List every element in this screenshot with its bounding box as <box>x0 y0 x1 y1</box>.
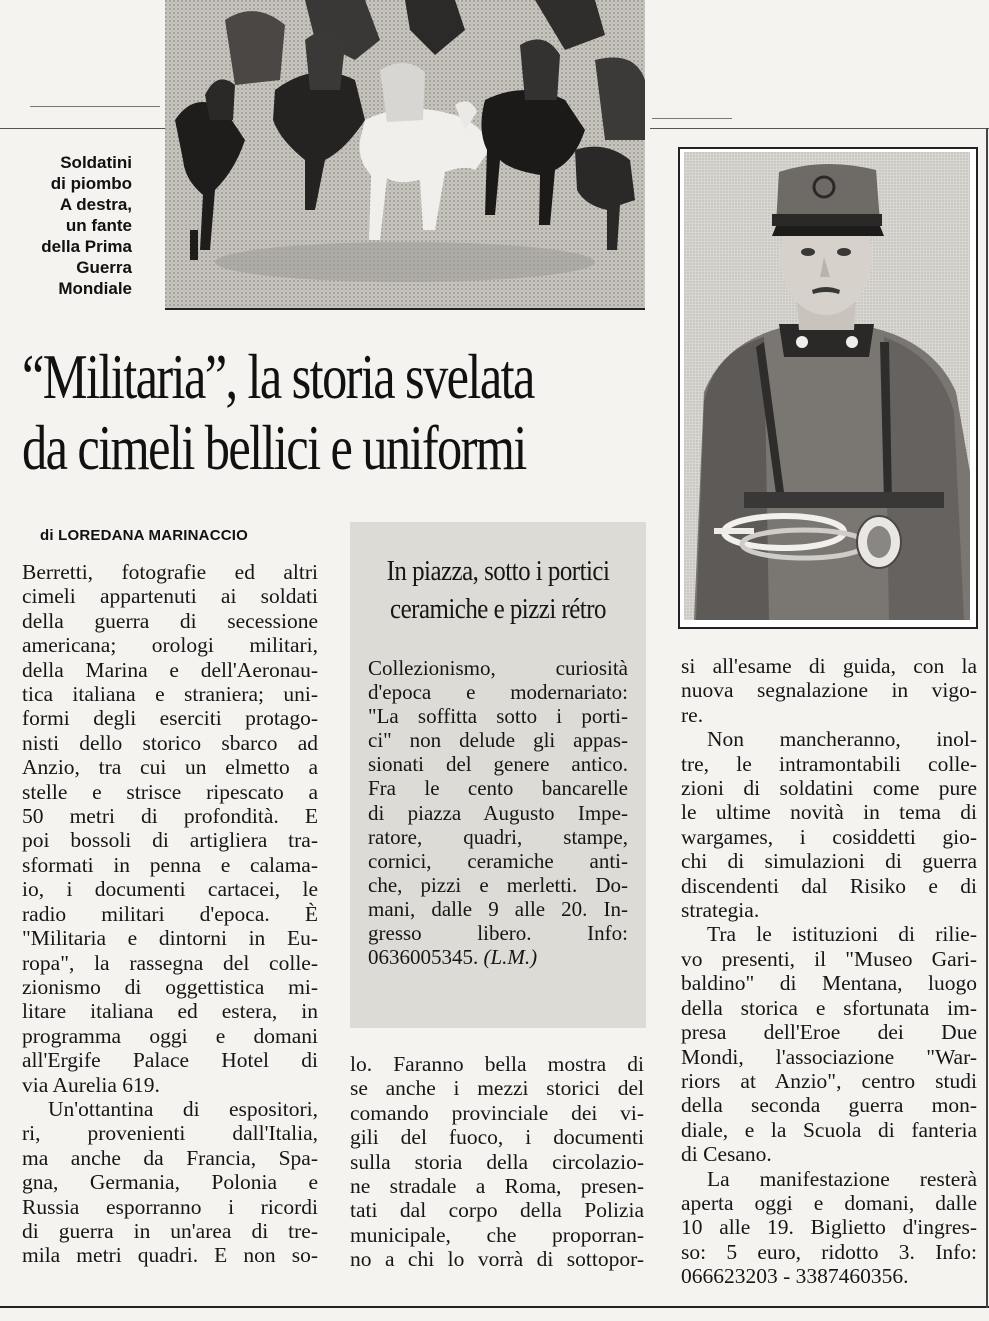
text-line: io, i documenti cartacei, le <box>22 877 318 902</box>
text-line: nisti dello storico sbarco ad <box>22 730 318 755</box>
photo-caption <box>10 152 132 299</box>
text-line: Anzio, tra cui un elmetto a <box>22 755 318 780</box>
paragraph <box>22 560 318 1097</box>
text-line: so: 5 euro, ridotto 3. Info: <box>681 1239 977 1264</box>
caption-line: di piombo <box>50 174 132 193</box>
text-line: cimeli appartenuti ai soldati <box>22 584 318 609</box>
headline <box>22 342 534 484</box>
text-line: ri, provenienti dall'Italia, <box>22 1121 318 1146</box>
text-line: stelle e strisce ripescato a <box>22 779 318 804</box>
text-line: litare italiana ed estera, in <box>22 999 318 1024</box>
text-line: 10 alle 19. Biglietto d'ingres- <box>681 1215 977 1240</box>
sidebar-box <box>350 522 646 1028</box>
text-line: Mondi, l'associazione "War- <box>681 1044 977 1069</box>
sidebar-text <box>368 656 628 969</box>
paragraph <box>22 1097 318 1268</box>
text-line: americana; orologi militari, <box>22 633 318 658</box>
text-line: della storica e sfortunata im- <box>681 995 977 1020</box>
text-line <box>368 945 628 969</box>
text-line: si all'esame di guida, con la <box>681 654 977 678</box>
text-line: poi bossoli di artigliera tra- <box>22 828 318 853</box>
text-line: della Marina e dell'Aeronau- <box>22 657 318 682</box>
text-line: radio militari d'epoca. È <box>22 901 318 926</box>
caption-line: Mondiale <box>58 279 132 298</box>
paragraph <box>681 654 977 727</box>
caption-line: A destra, <box>59 195 132 214</box>
text-line: Collezionismo, curiosità <box>368 656 628 680</box>
paragraph <box>681 1167 977 1289</box>
text-line: Un'ottantina di espositori, <box>48 1096 318 1121</box>
text-line: wargames, i cosiddetti gio- <box>681 824 977 849</box>
text-line: discendenti dal Risiko e di <box>681 873 977 898</box>
text-line: zionismo di oggettistica mi- <box>22 974 318 999</box>
caption-line: Guerra <box>76 258 132 277</box>
text-line: chi di simulazioni di guerra <box>681 849 977 874</box>
paragraph <box>681 922 977 1166</box>
text-line: nuova segnalazione in vigo- <box>681 678 977 703</box>
headline-line-2: da cimeli bellici e uniformi <box>22 413 526 483</box>
text-line: Russia esporranno i ricordi <box>22 1194 318 1219</box>
sidebar-title-line-1: In piazza, sotto i portici <box>386 555 610 587</box>
text-line: 066623203 - 3387460356. <box>681 1264 909 1289</box>
text-line: di Cesano. <box>681 1142 772 1167</box>
text-line: sulla storia della circolazio- <box>350 1149 644 1174</box>
article-column-1 <box>22 560 318 1268</box>
text-line: tati dal corpo della Polizia <box>350 1198 644 1223</box>
lead-soldiers-photo <box>165 0 645 310</box>
caption-line: un fante <box>65 216 132 235</box>
text-line: ratore, quadri, stampe, <box>368 824 628 849</box>
author-initials: (L.M.) <box>483 945 538 970</box>
text-line: tica italiana e straniera; uni- <box>22 682 318 707</box>
text-line: presa dell'Eroe dei Due <box>681 1020 977 1045</box>
text-line: che, pizzi e merletti. Do- <box>368 872 628 897</box>
text-line: Non mancheranno, inol- <box>707 727 977 752</box>
sidebar-title-line-2: ceramiche e pizzi rétro <box>390 593 606 625</box>
text-line: le ultime novità in tema di <box>681 800 977 825</box>
text-line: ne stradale a Roma, presen- <box>350 1174 644 1199</box>
top-right-rule-2 <box>650 128 989 129</box>
text-line: di guerra in un'area di tre- <box>22 1218 318 1243</box>
paragraph <box>681 727 977 922</box>
bottom-rule <box>0 1306 989 1308</box>
top-right-rule <box>652 118 732 119</box>
byline: di LOREDANA MARINACCIO <box>40 527 248 544</box>
text-line: della seconda guerra mon- <box>681 1093 977 1118</box>
text-line: comando provinciale dei vi- <box>350 1100 644 1125</box>
text-line: sionati del genere antico. <box>368 752 628 777</box>
text-line: d'epoca e modernariato: <box>368 680 628 705</box>
text-line: Berretti, fotografie ed altri <box>22 560 318 584</box>
headline-line-1: “Militaria”, la storia svelata <box>22 342 534 412</box>
text-line: tre, le intramontabili colle- <box>681 751 977 776</box>
top-left-rule <box>30 106 160 107</box>
text-line: "La soffitta sotto i porti- <box>368 704 628 729</box>
text-line: gresso libero. Info: <box>368 921 628 946</box>
text-line: se anche i mezzi storici del <box>350 1076 644 1101</box>
article-column-3 <box>681 654 977 1289</box>
text-line: riors at Anzio", centro studi <box>681 1068 977 1093</box>
text-line: via Aurelia 619. <box>22 1072 160 1097</box>
text-line: gna, Germania, Polonia e <box>22 1170 318 1195</box>
text-line: Fra le cento bancarelle <box>368 776 628 801</box>
text-line: cornici, ceramiche anti- <box>368 848 628 873</box>
infantryman-photo <box>684 152 970 620</box>
text-line: strategia. <box>681 898 760 923</box>
text-line: ma anche da Francia, Spa- <box>22 1145 318 1170</box>
caption-line: della Prima <box>41 237 132 256</box>
text-line: formi degli eserciti protago- <box>22 706 318 731</box>
text-line: sformati in penna e calama- <box>22 852 318 877</box>
text-line: baldino" di Mentana, luogo <box>681 971 977 996</box>
text-line: all'Ergife Palace Hotel di <box>22 1048 318 1073</box>
caption-line: Soldatini <box>60 153 132 172</box>
article-column-2 <box>350 1052 644 1272</box>
text-line: "Militaria e dintorni in Eu- <box>22 926 318 951</box>
top-left-rule-2 <box>0 128 165 129</box>
text-line: aperta oggi e domani, dalle <box>681 1190 977 1215</box>
text-line: 50 metri di profondità. E <box>22 804 318 829</box>
text-line: ci" non delude gli appas- <box>368 728 628 753</box>
text-line: mila metri quadri. E non so- <box>22 1243 318 1268</box>
text-line: di piazza Augusto Impe- <box>368 800 628 825</box>
text-line: ropa", la rassegna del colle- <box>22 950 318 975</box>
text-line: no a chi lo vorrà di sottopor- <box>350 1247 644 1272</box>
text-line: re. <box>681 702 704 727</box>
text-line: programma oggi e domani <box>22 1023 318 1048</box>
text-line: lo. Faranno bella mostra di <box>350 1052 644 1076</box>
text-line: Tra le istituzioni di rilie- <box>707 922 977 947</box>
text-line: La manifestazione resterà <box>707 1166 977 1191</box>
text-line: gili del fuoco, i documenti <box>350 1125 644 1150</box>
phone-number: 0636005345. <box>368 945 479 970</box>
text-line: mani, dalle 9 alle 20. In- <box>368 896 628 921</box>
text-line: vo presenti, il "Museo Gari- <box>681 946 977 971</box>
text-line: della guerra di secessione <box>22 608 318 633</box>
text-line: zioni di soldatini come pure <box>681 776 977 801</box>
text-line: diale, e la Scuola di fanteria <box>681 1117 977 1142</box>
text-line: municipale, che proporran- <box>350 1222 644 1247</box>
right-edge-rule <box>986 128 988 1308</box>
sidebar-title <box>350 552 646 628</box>
